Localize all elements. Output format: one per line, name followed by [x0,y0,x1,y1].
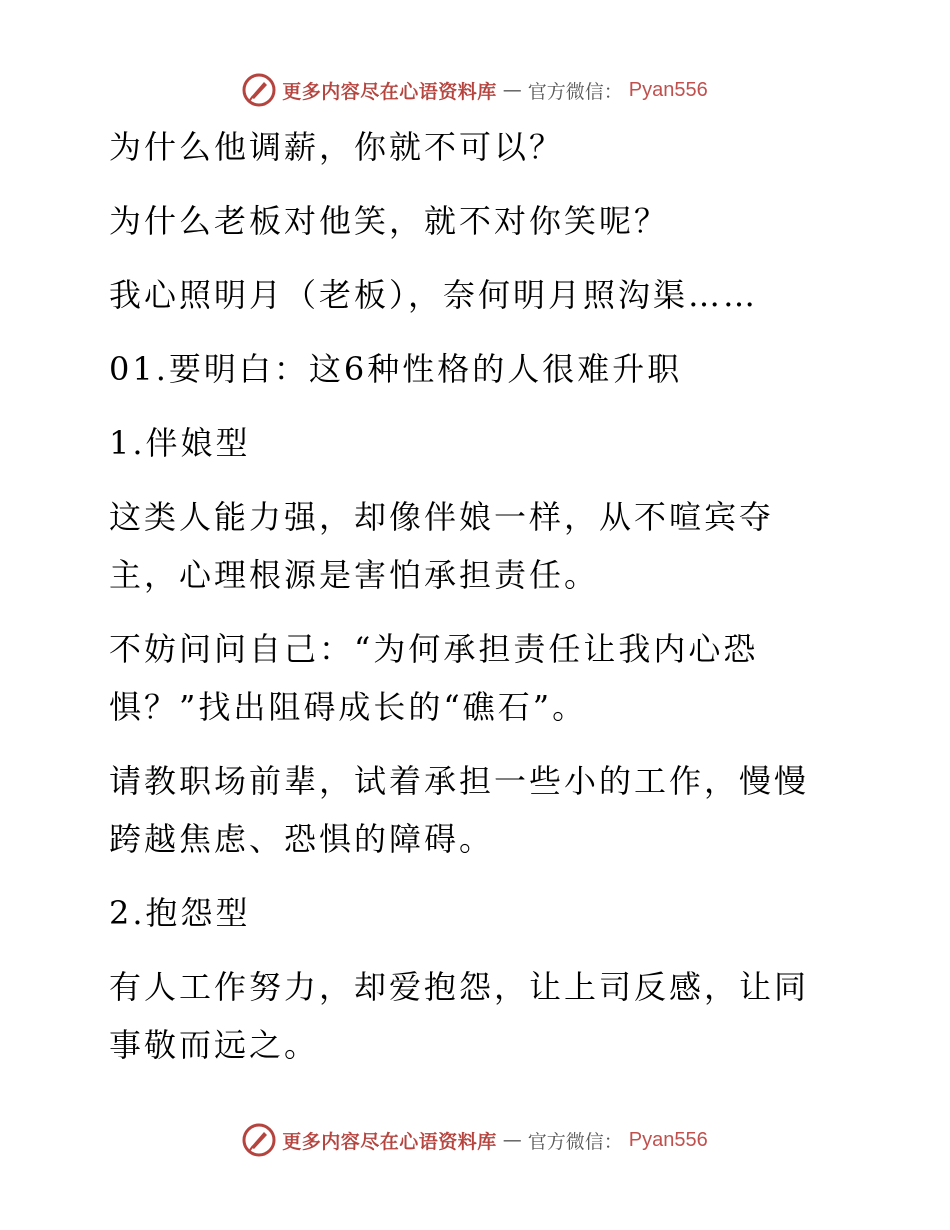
footer-banner [0,1120,950,1160]
quill-seal-icon [242,73,276,107]
paragraph-1: 为什么他调薪，你就不可以？ [109,128,565,166]
header-separator: — [502,79,522,101]
paragraph-2: 为什么老板对他笑，就不对你笑呢？ [109,202,670,240]
footer-wechat-label: 官方微信： [527,1130,623,1153]
footer-banner-inner [242,1123,708,1157]
subheading-bridesmaid: 1.伴娘型 [109,424,251,462]
header-wechat-label: 官方微信： [527,80,623,103]
paragraph-7: 不妨问问自己：“为何承担责任让我内心恐惧？”找出阻碍成长的“礁石”。 [109,630,759,726]
paragraph-6: 这类人能力强，却像伴娘一样，从不喧宾夺主，心理根源是害怕承担责任。 [109,498,775,594]
footer-brand-text: 更多内容尽在心语资料库 [282,1130,497,1153]
paragraph-8: 请教职场前辈，试着承担一些小的工作，慢慢跨越焦虑、恐惧的障碍。 [109,762,810,858]
paragraph-3: 我心照明月（老板），奈何明月照沟渠…… [109,276,759,314]
header-brand-text: 更多内容尽在心语资料库 [282,80,497,103]
paragraph-10: 有人工作努力，却爱抱怨，让上司反感，让同事敬而远之。 [109,968,810,1064]
footer-separator: — [502,1129,522,1151]
section-heading: 01.要明白：这6种性格的人很难升职 [109,350,683,388]
footer-wechat-id: Pyan556 [628,1128,708,1151]
header-wechat-id: Pyan556 [628,78,708,101]
header-banner-inner [242,73,708,107]
document-body [97,118,837,1090]
subheading-complainer: 2.抱怨型 [109,894,251,932]
header-banner [0,70,950,110]
quill-seal-icon [242,1123,276,1157]
